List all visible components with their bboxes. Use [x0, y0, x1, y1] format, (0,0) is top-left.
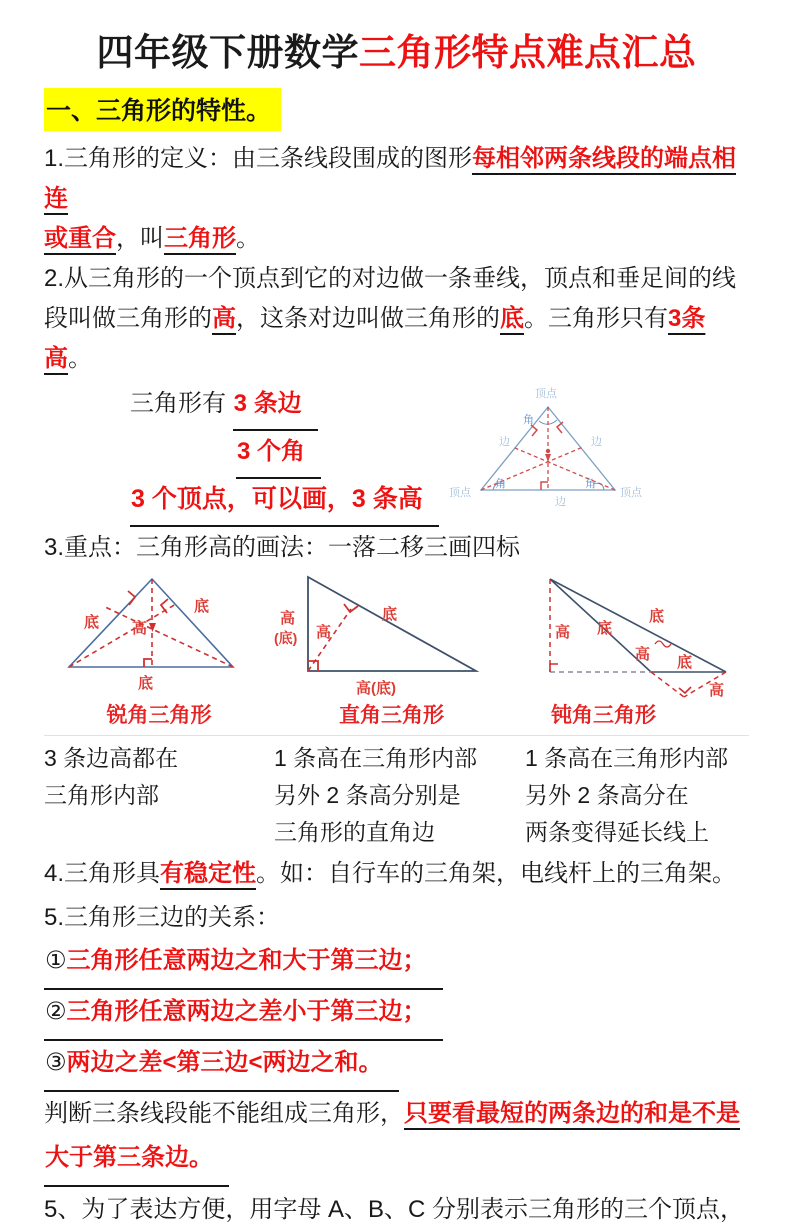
triangle-diagrams-row: [44, 571, 749, 729]
label-height: 高: [132, 620, 148, 637]
height-paragraph: [44, 259, 749, 379]
label-height: 高: [555, 624, 571, 641]
note-line: 另外 2 条高分别是: [274, 782, 461, 808]
acute-triangle-diagram: [44, 571, 254, 703]
caption-right: 直角三角形: [339, 704, 444, 727]
label-height: 高: [280, 610, 296, 627]
height-emphasis: 3条高: [44, 305, 706, 372]
label-base: 底: [382, 606, 398, 623]
overview-vertex-label: 顶点: [620, 487, 642, 499]
label-base-paren: (底): [274, 630, 298, 646]
fact-prefix: 三角形有: [130, 390, 233, 417]
stability-emphasis: 有稳定性: [160, 860, 257, 887]
note-line: 1 条高在三角形内部: [274, 745, 478, 771]
right-triangle-outline: [308, 577, 476, 671]
relation-item-2: [44, 990, 749, 1041]
definition-text: 。: [236, 225, 260, 252]
judge-line-1: [44, 1092, 749, 1136]
judge-text: 判断三条线段能不能组成三角形，: [44, 1100, 404, 1127]
fact-angles: 3 个角: [237, 438, 306, 465]
facts-block: [44, 383, 439, 527]
overview-vertex-label: 顶点: [535, 388, 557, 400]
title-black: 四年级下册数学: [96, 32, 359, 73]
overview-angle-label: 角: [523, 414, 534, 426]
label-height: 高: [635, 646, 651, 663]
overview-vertex-label: 顶点: [449, 487, 471, 499]
label-height-base: 高(底): [356, 680, 396, 697]
note-line: 三角形的直角边: [274, 819, 435, 845]
intersection-arrow: [545, 454, 551, 462]
stability-paragraph: [44, 853, 749, 895]
note-line: 3 条边高都在: [44, 745, 179, 771]
overview-side-label: 边: [499, 436, 510, 448]
overview-side-label: 边: [591, 436, 602, 448]
label-base: 底: [649, 608, 665, 625]
label-base: 底: [84, 614, 100, 631]
fact-line-angles: [236, 431, 439, 479]
note-line: 另外 2 条高分在: [525, 782, 689, 808]
overview-diagram-wrap: [443, 383, 681, 527]
stability-text: 4.三角形具: [44, 860, 161, 887]
height-line-2: [44, 299, 749, 379]
definition-paragraph: [44, 139, 749, 259]
diagram-notes-row: [44, 740, 749, 851]
definition-line-1: [44, 139, 749, 219]
definition-emphasis: 每相邻两条线段的端点相连: [44, 145, 737, 212]
item-number: ①: [45, 947, 67, 974]
caption-obtuse: 钝角三角形: [551, 704, 656, 727]
relation-rule: 三角形任意两边之和大于第三边；: [66, 947, 427, 974]
facts-and-diagram-row: [44, 383, 749, 527]
label-base: 底: [597, 620, 613, 637]
height-text: 段叫做三角形的: [44, 305, 212, 332]
relations-intro: 5.三角形三边的关系：: [44, 904, 281, 931]
relation-rule: 三角形任意两边之差小于第三边；: [66, 998, 427, 1025]
definition-emphasis: 三角形: [164, 225, 236, 252]
height-text: ，这条对边叫做三角形的: [236, 305, 500, 332]
judge-line-2: [44, 1136, 749, 1187]
judge-emphasis: 只要看最短的两条边的和是不是: [404, 1100, 740, 1127]
label-base: 底: [194, 598, 210, 615]
height-text: 。三角形只有: [524, 305, 668, 332]
fact-line-sides: [130, 383, 439, 431]
definition-emphasis: 或重合: [44, 225, 116, 252]
height-emphasis: 高: [212, 305, 236, 332]
height-line-1: 2.从三角形的一个顶点到它的对边做一条垂线，顶点和垂足间的线: [44, 265, 737, 292]
overview-triangle-diagram: [443, 385, 681, 513]
height-emphasis: 底: [500, 305, 524, 332]
heights-intersection-dot: [546, 449, 550, 453]
fact-line-vertices: [130, 479, 439, 527]
definition-text: 1.三角形的定义：由三条线段围成的图形: [44, 145, 473, 172]
obtuse-right-angle-marks: [550, 664, 691, 693]
notes-column-acute: [44, 740, 274, 851]
label-height: 高: [316, 624, 332, 641]
overview-side-label: 边: [555, 496, 566, 508]
definition-text: ，叫: [116, 225, 164, 252]
overview-angle-label: 角: [495, 478, 506, 490]
notes-column-obtuse: [509, 740, 749, 851]
fact-sides: 3 条边: [233, 390, 302, 417]
relation-item-1: [44, 939, 749, 990]
divider-line: [44, 735, 749, 736]
judge-paragraph: [44, 1092, 749, 1187]
caption-acute: 锐角三角形: [106, 704, 212, 727]
title-red: 三角形特点难点汇总: [359, 32, 697, 73]
item-number: ②: [45, 998, 67, 1025]
height-text: 。: [68, 345, 92, 372]
note-line: 三角形内部: [44, 782, 159, 808]
fact-vertices: 3 个顶点，可以画，3 条高: [131, 485, 423, 513]
note-line: 1 条高在三角形内部: [525, 745, 729, 771]
label-base: 底: [138, 675, 154, 692]
stability-text: 。如：自行车的三角架，电线杆上的三角架。: [256, 860, 737, 887]
label-base: 底: [677, 654, 693, 671]
overview-angle-label: 角: [585, 478, 596, 490]
label-height: 高: [709, 682, 725, 699]
vertex-letters-paragraph: 5、为了表达方便，用字母 A、B、C 分别表示三角形的三个顶点，: [44, 1196, 745, 1223]
height-drawing-method: 3.重点：三角形高的画法：一落二移三画四标: [44, 534, 521, 561]
obtuse-triangle-diagram: [509, 571, 764, 703]
obtuse-height-lines: [550, 579, 726, 697]
judge-emphasis: 大于第三条边。: [45, 1144, 213, 1171]
note-line: 两条变得延长线上: [525, 819, 709, 845]
definition-line-2: [44, 219, 749, 259]
relation-rule: 两边之差<第三边<两边之和。: [66, 1049, 383, 1076]
doc-title: [44, 22, 749, 76]
notes-column-right: [274, 740, 509, 851]
item-number: ③: [45, 1049, 67, 1076]
right-triangle-diagram: [274, 571, 492, 703]
relation-item-3: [44, 1041, 749, 1092]
section-heading: 一、三角形的特性。: [44, 88, 281, 131]
